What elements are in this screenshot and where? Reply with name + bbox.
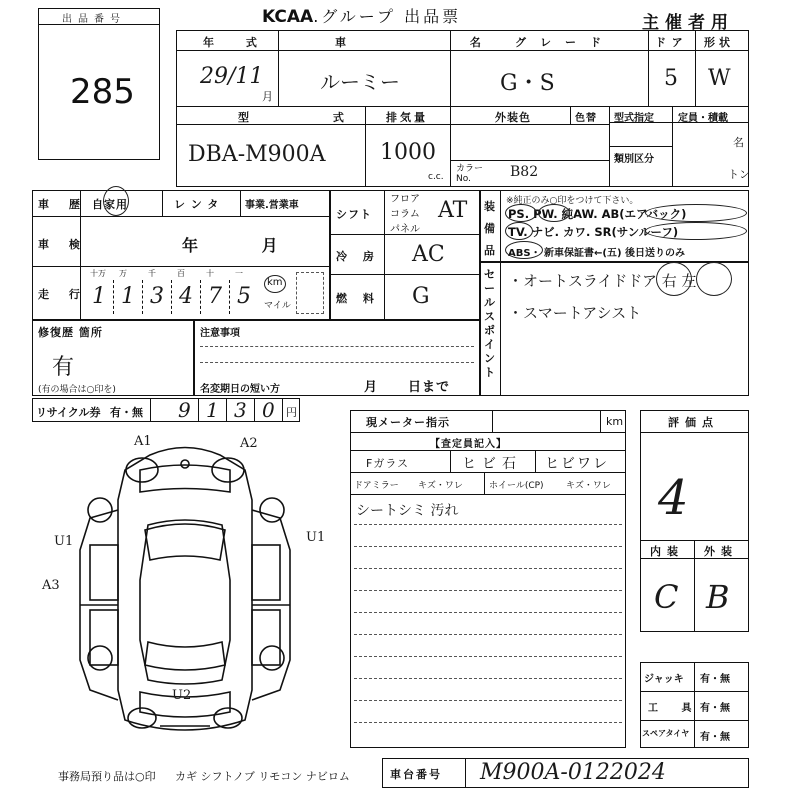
inspector-header: 【査定員記入】 (430, 439, 507, 450)
mileage-digit-label: 十 (206, 269, 214, 278)
grade-label: グレード (515, 36, 615, 49)
brand-logo: KCAA (262, 7, 314, 27)
history-private-circle (103, 186, 129, 216)
shift-option-floor: フロア (390, 194, 420, 205)
displacement-value: 1000 (380, 140, 436, 165)
recycle-digit: 9 (178, 398, 191, 422)
body-type-value: W (708, 66, 731, 91)
form-title: .グループ 出品票 (313, 7, 462, 26)
expiry-day-label: 日まで (408, 380, 451, 395)
month-unit: 月 (262, 90, 274, 103)
mileage-digit-label: 一 (235, 269, 243, 278)
year-label: 年 式 (203, 36, 271, 49)
persons-unit: 名 (733, 136, 744, 149)
mileage-digit: 7 (208, 284, 222, 309)
recolor-label: 色替 (575, 113, 597, 124)
title (262, 4, 461, 27)
repair-note: (有の場合は○印を) (38, 385, 116, 395)
equipment-row-2: TV. ナビ. カワ. SR(サンルーフ) (508, 225, 679, 239)
exterior-label: 外装 (704, 545, 738, 558)
fuel-value: G (412, 284, 430, 309)
mile-label: マイル (264, 301, 291, 311)
grade-value: G・S (500, 71, 555, 96)
mileage-digit-label: 十万 (90, 269, 106, 278)
wheel-label: ホイール(CP) (489, 481, 544, 491)
office-items: カギ シフトノブ リモコン ナビロム (175, 770, 350, 783)
mirror-label: ドアミラー (354, 481, 399, 491)
damage-mark-u1-right: U1 (306, 530, 326, 545)
glass-label: Fガラス (366, 457, 409, 470)
model-value: DBA-M900A (188, 142, 326, 167)
windshield (145, 524, 225, 560)
score-label: 評価点 (668, 416, 719, 429)
inspector-note-1: シートシミ 汚れ (356, 503, 459, 519)
equipment-instruction: ※純正のみ○印をつけて下さい。 (506, 196, 639, 206)
organizer-label: 主催者用 (642, 13, 734, 33)
yen-unit: 円 (286, 406, 297, 419)
interior-label: 内装 (650, 545, 684, 558)
color-no-label: カラー No. (456, 164, 484, 184)
recycle-options: 有・無 (110, 406, 143, 419)
sales-point-1: ・オートスライドドア 右 左 (508, 272, 697, 290)
body-type-label: 形状 (704, 36, 734, 49)
sales-point-2: ・スマートアシスト (508, 304, 642, 322)
history-label: 車 歴 (38, 198, 88, 211)
rear-left-wheel (88, 646, 112, 670)
mileage-box (296, 272, 324, 314)
lot-number: 285 (70, 72, 135, 112)
wheel-options: キズ・ワレ (566, 481, 611, 491)
mileage-digit-label: 千 (148, 269, 156, 278)
spare-tire-label: スペアタイヤ (642, 729, 690, 738)
damage-mark-a3: A3 (42, 578, 60, 593)
recycle-label: リサイクル券 (36, 406, 101, 419)
expiry-month-label: 月 (364, 380, 379, 395)
tools-label: 工 具 (648, 703, 702, 714)
ext-color-label: 外装色 (495, 111, 531, 124)
doors-label: ドア (655, 36, 689, 49)
model-label: 型 式 (238, 111, 384, 124)
mileage-digit: 5 (237, 284, 251, 309)
front-right-wheel (260, 498, 284, 522)
recycle-digit: 1 (206, 398, 219, 422)
chassis-label: 車台番号 (390, 768, 442, 781)
recycle-digit: 3 (234, 398, 247, 422)
ac-label: 冷 房 (336, 250, 380, 263)
year-value: 29/11 (200, 64, 264, 89)
mileage-digit: 1 (121, 284, 135, 309)
glass-option-stone: 石 (502, 456, 516, 472)
score-value: 4 (658, 470, 689, 526)
tools-options: 有・無 (700, 703, 730, 714)
name-label: 車 名 (335, 36, 541, 49)
mileage-digit: 3 (150, 284, 164, 309)
meter-unit: km (606, 415, 624, 428)
lot-number-label: 出品番号 (62, 14, 126, 25)
chassis-value: M900A-0122024 (480, 760, 666, 785)
short-expiry-label: 名変期日の短い方 (200, 384, 280, 395)
shift-option-column: コラム (390, 209, 420, 220)
history-option-rental: レンタ (174, 198, 225, 211)
jack-options: 有・無 (700, 674, 730, 685)
category-label: 類別区分 (614, 154, 654, 165)
capacity-label: 定員・積載 (678, 113, 728, 124)
repair-value: 有 (52, 355, 75, 380)
mileage-label: 走 行 (38, 288, 88, 301)
mileage-digit-label: 万 (119, 269, 127, 278)
damage-mark-u1-left: U1 (54, 534, 74, 549)
shift-value: AT (438, 198, 468, 223)
exterior-value: B (706, 578, 730, 616)
sales-points-label: セールスポイント (484, 268, 495, 379)
rear-window (145, 642, 225, 670)
equipment-row-3: ABS・ 新車保証書←(五) 後日送りのみ (508, 248, 686, 259)
glass-option-cracked: ヒビワレ (545, 456, 609, 472)
displacement-label: 排気量 (386, 111, 428, 124)
mileage-digit: 1 (92, 284, 106, 309)
color-no-value: B82 (510, 164, 539, 180)
fuel-label: 燃 料 (336, 292, 380, 305)
shift-option-panel: パネル (390, 224, 420, 235)
history-option-commercial: 事業.営業車 (245, 200, 299, 211)
cc-unit: c.c. (428, 172, 444, 182)
damage-mark-a2: A2 (240, 436, 258, 451)
doors-value: 5 (664, 66, 678, 91)
ac-value: AC (412, 242, 445, 267)
interior-value: C (654, 578, 679, 616)
tons-unit: トン (728, 168, 750, 181)
shift-label: シフト (336, 208, 372, 221)
equipment-row-1: PS. PW. 純AW. AB(エアバック) (508, 207, 687, 221)
damage-mark-a1: A1 (134, 434, 152, 449)
km-label: km (267, 277, 283, 288)
inspection-value: 年 月 (182, 236, 282, 255)
history-option-private: 自家用 (92, 198, 128, 211)
name-value: ルーミー (320, 70, 400, 94)
glass-option-crack: ヒビ (462, 456, 502, 472)
meter-label: 現メーター指示 (366, 416, 450, 429)
inspection-label: 車 検 (38, 238, 88, 251)
spare-tire-options: 有・無 (700, 732, 730, 743)
notes-label: 注意事項 (200, 328, 240, 339)
equipment-label: 装備品 (484, 200, 496, 257)
type-approval-label: 型式指定 (614, 113, 654, 124)
recycle-digit: 0 (262, 398, 275, 422)
mileage-digit: 4 (179, 284, 193, 309)
office-note: 事務局預り品は○印 (58, 770, 156, 783)
roof-outline (140, 520, 230, 684)
mileage-digit-label: 百 (177, 269, 185, 278)
mirror-options: キズ・ワレ (418, 481, 463, 491)
jack-label: ジャッキ (644, 674, 684, 685)
repair-label: 修復歴 箇所 (38, 326, 103, 339)
damage-mark-u2: U2 (172, 688, 192, 703)
front-left-wheel (88, 498, 112, 522)
